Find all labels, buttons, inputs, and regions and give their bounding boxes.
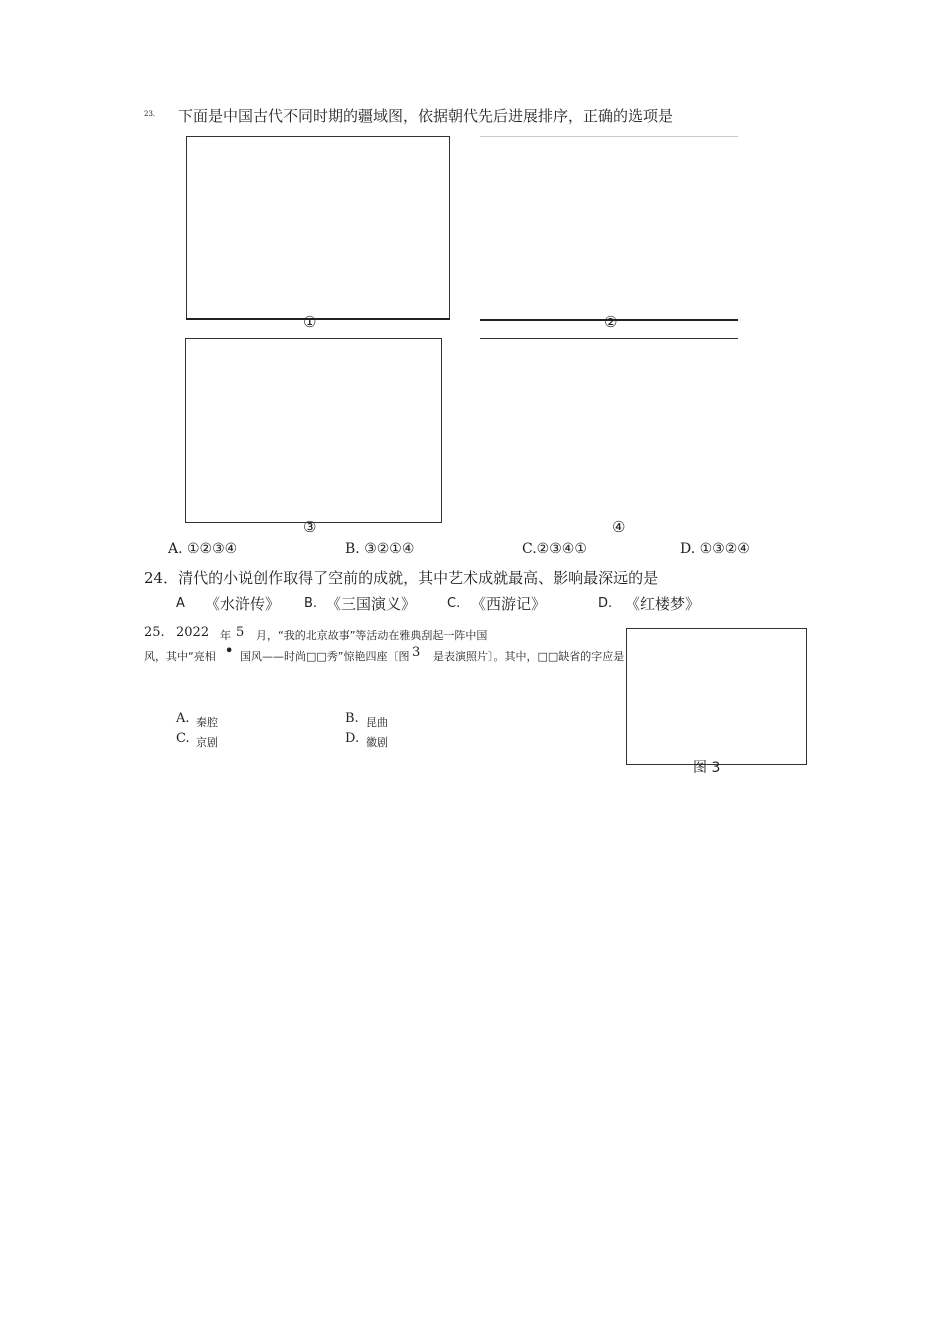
q25-nian: 年 xyxy=(220,629,231,642)
q25-option-a-text: 秦腔 xyxy=(196,716,218,729)
q25-option-b-text: 昆曲 xyxy=(366,716,388,729)
map-3-frame xyxy=(185,338,442,523)
figure-3-caption: 图 3 xyxy=(693,760,721,776)
q25-option-a-letter: A. xyxy=(176,711,190,726)
map-4-label: ④ xyxy=(612,518,626,536)
q25-option-c-text: 京剧 xyxy=(196,736,218,749)
q24-option-d-text: 《红楼梦》 xyxy=(625,595,701,613)
q25-number: 25. xyxy=(144,625,165,640)
q24-option-a-letter: A xyxy=(176,596,185,611)
q24-option-c-letter: C. xyxy=(447,596,461,611)
figure-3-frame xyxy=(626,628,807,765)
q23-number: 23. xyxy=(144,110,156,118)
map-4-top-line xyxy=(480,338,738,339)
q25-option-b-letter: B. xyxy=(345,711,359,726)
q24-option-b-letter: B. xyxy=(304,596,318,611)
map-1-label: ① xyxy=(303,313,317,331)
q25-line2-part1: 风，其中“亮相 xyxy=(144,650,216,663)
q24-option-d-letter: D. xyxy=(598,596,613,611)
q24-option-c-text: 《西游记》 xyxy=(471,595,547,613)
q25-month: 5 xyxy=(236,625,245,640)
q23-option-b: B. ③②①④ xyxy=(345,541,415,557)
q25-option-d-text: 徽剧 xyxy=(366,736,388,749)
q23-option-c: C.②③④① xyxy=(522,541,587,557)
q23-stem: 下面是中国古代不同时期的疆域图，依据朝代先后进展排序，正确的选项是 xyxy=(178,107,674,125)
q23-option-a: A. ①②③④ xyxy=(168,541,238,557)
q25-option-d-letter: D. xyxy=(345,731,360,746)
q25-line2-part3: 是表演照片〕。其中，□□缺省的字应是 xyxy=(433,650,625,663)
q25-fig-ref: 3 xyxy=(412,645,421,660)
q23-option-d: D. ①③②④ xyxy=(680,541,750,557)
q25-line2-part2: 国风——时尚□□秀”惊艳四座〔图 xyxy=(240,650,410,663)
q25-bullet: • xyxy=(225,644,234,659)
map-1-frame xyxy=(186,136,450,320)
map-2-label: ② xyxy=(604,313,618,331)
q24-option-b-text: 《三国演义》 xyxy=(326,595,417,613)
q24-stem: 24．清代的小说创作取得了空前的成就，其中艺术成就最高、影响最深远的是 xyxy=(144,569,659,587)
map-3-label: ③ xyxy=(303,518,317,536)
q25-option-c-letter: C. xyxy=(176,731,190,746)
map-1-bottom-line xyxy=(186,318,450,320)
q25-year: 2022 xyxy=(176,625,210,640)
map-2-top-line xyxy=(480,136,738,137)
q25-line1-rest: 月，“我的北京故事”等活动在雅典刮起一阵中国 xyxy=(256,629,488,642)
q24-option-a-text: 《水浒传》 xyxy=(205,595,281,613)
